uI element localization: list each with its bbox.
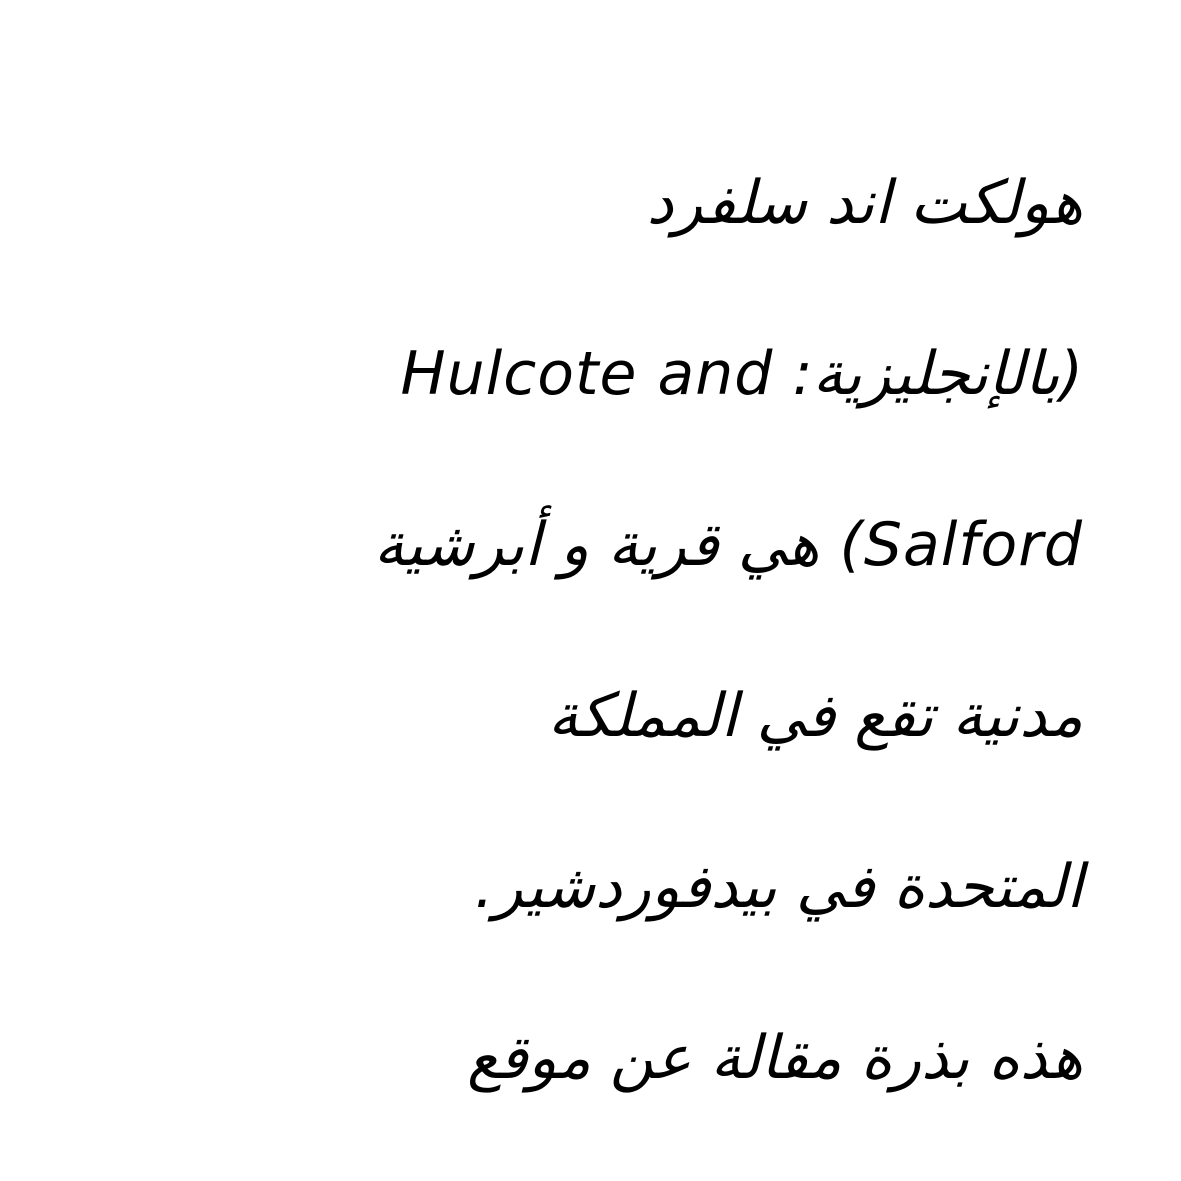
- article-line-2: (بالإنجليزية: Hulcote and: [400, 339, 1083, 409]
- article-line-4: مدنية تقع في المملكة: [548, 681, 1083, 751]
- article-line-3: Salford) هي قرية و أبرشية: [373, 510, 1083, 580]
- article-line-5: المتحدة في بيدفوردشير.: [474, 852, 1083, 922]
- article-text: [103, 118, 1083, 1144]
- article-line-6: هذه بذرة مقالة عن موقع: [467, 1023, 1083, 1093]
- article-line-1: هولكت اند سلفرد: [646, 168, 1083, 238]
